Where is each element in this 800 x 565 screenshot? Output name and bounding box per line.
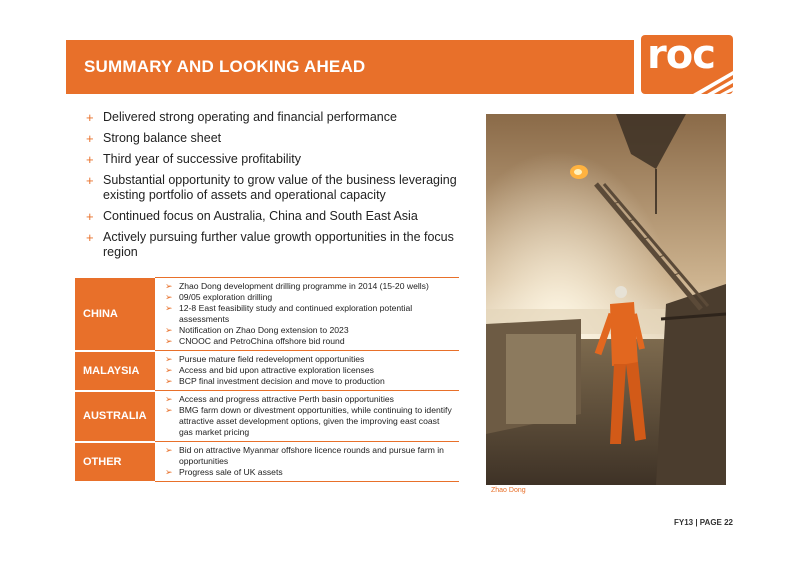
plus-bullet-icon: + bbox=[86, 209, 94, 224]
region-row-china bbox=[75, 278, 459, 351]
arrow-bullet-icon: ➢ bbox=[165, 336, 173, 346]
region-item bbox=[165, 365, 455, 376]
region-item bbox=[165, 445, 455, 467]
plus-bullet-icon: + bbox=[86, 152, 94, 167]
region-item bbox=[165, 281, 455, 292]
region-row-malaysia bbox=[75, 351, 459, 391]
region-item-text: Progress sale of UK assets bbox=[179, 467, 283, 477]
region-item-text: Notification on Zhao Dong extension to 2023 bbox=[179, 325, 349, 335]
region-item-text: CNOOC and PetroChina offshore bid round bbox=[179, 336, 345, 346]
summary-bullet-list bbox=[86, 110, 466, 266]
region-item-text: BCP final investment decision and move to production bbox=[179, 376, 385, 386]
summary-bullet-text: Third year of successive profitability bbox=[103, 152, 301, 166]
arrow-bullet-icon: ➢ bbox=[165, 394, 173, 404]
region-outlook-table bbox=[75, 277, 459, 483]
logo-wordmark: roc bbox=[647, 35, 715, 78]
region-item-text: BMG farm down or divestment opportunities, while continuing to identify attractive asset development options, given the improving east coast gas market pricing bbox=[179, 405, 452, 437]
region-item-text: 12-8 East feasibility study and continued exploration potential assessments bbox=[179, 303, 413, 324]
region-name: AUSTRALIA bbox=[75, 391, 155, 442]
plus-bullet-icon: + bbox=[86, 230, 94, 245]
summary-bullet-text: Delivered strong operating and financial performance bbox=[103, 110, 397, 124]
arrow-bullet-icon: ➢ bbox=[165, 467, 173, 477]
region-name: MALAYSIA bbox=[75, 351, 155, 391]
region-item bbox=[165, 303, 455, 325]
region-item-text: Access and bid upon attractive exploration licenses bbox=[179, 365, 374, 375]
region-item bbox=[165, 354, 455, 365]
arrow-bullet-icon: ➢ bbox=[165, 325, 173, 335]
arrow-bullet-icon: ➢ bbox=[165, 445, 173, 455]
region-name: OTHER bbox=[75, 442, 155, 482]
summary-bullet bbox=[86, 131, 466, 146]
logo-flare-graphic bbox=[641, 35, 733, 94]
region-row-australia bbox=[75, 391, 459, 442]
region-row-other bbox=[75, 442, 459, 482]
region-item bbox=[165, 336, 455, 347]
arrow-bullet-icon: ➢ bbox=[165, 303, 173, 313]
title-bar bbox=[66, 40, 634, 94]
region-item bbox=[165, 467, 455, 478]
plus-bullet-icon: + bbox=[86, 110, 94, 125]
region-item bbox=[165, 394, 455, 405]
region-items bbox=[155, 278, 459, 351]
page-title: SUMMARY AND LOOKING AHEAD bbox=[84, 57, 366, 76]
summary-bullet bbox=[86, 110, 466, 125]
region-item-text: Access and progress attractive Perth basin opportunities bbox=[179, 394, 394, 404]
arrow-bullet-icon: ➢ bbox=[165, 376, 173, 386]
summary-bullet-text: Continued focus on Australia, China and South East Asia bbox=[103, 209, 418, 223]
offshore-platform-photo bbox=[486, 114, 726, 485]
roc-logo bbox=[641, 35, 733, 94]
summary-bullet-text: Actively pursuing further value growth opportunities in the focus region bbox=[103, 230, 454, 259]
region-item-text: Bid on attractive Myanmar offshore licence rounds and pursue farm in opportunities bbox=[179, 445, 444, 466]
region-item bbox=[165, 376, 455, 387]
summary-bullet bbox=[86, 173, 466, 203]
region-item-text: Pursue mature field redevelopment opportunities bbox=[179, 354, 365, 364]
plus-bullet-icon: + bbox=[86, 131, 94, 146]
arrow-bullet-icon: ➢ bbox=[165, 354, 173, 364]
summary-bullet bbox=[86, 230, 466, 260]
summary-bullet bbox=[86, 152, 466, 167]
region-name: CHINA bbox=[75, 278, 155, 351]
plus-bullet-icon: + bbox=[86, 173, 94, 188]
region-item-text: Zhao Dong development drilling programme in 2014 (15-20 wells) bbox=[179, 281, 429, 291]
summary-bullet bbox=[86, 209, 466, 224]
region-item-text: 09/05 exploration drilling bbox=[179, 292, 273, 302]
region-item bbox=[165, 292, 455, 303]
page-number-label: FY13 | PAGE 22 bbox=[674, 518, 734, 527]
arrow-bullet-icon: ➢ bbox=[165, 365, 173, 375]
photo-caption: Zhao Dong bbox=[491, 487, 526, 494]
region-item bbox=[165, 405, 455, 438]
arrow-bullet-icon: ➢ bbox=[165, 405, 173, 415]
summary-bullet-text: Substantial opportunity to grow value of the business leveraging existing portfolio of assets and operational capacity bbox=[103, 173, 457, 202]
summary-bullet-text: Strong balance sheet bbox=[103, 131, 222, 145]
arrow-bullet-icon: ➢ bbox=[165, 281, 173, 291]
region-items bbox=[155, 391, 459, 442]
arrow-bullet-icon: ➢ bbox=[165, 292, 173, 302]
region-items bbox=[155, 442, 459, 482]
region-items bbox=[155, 351, 459, 391]
region-item bbox=[165, 325, 455, 336]
